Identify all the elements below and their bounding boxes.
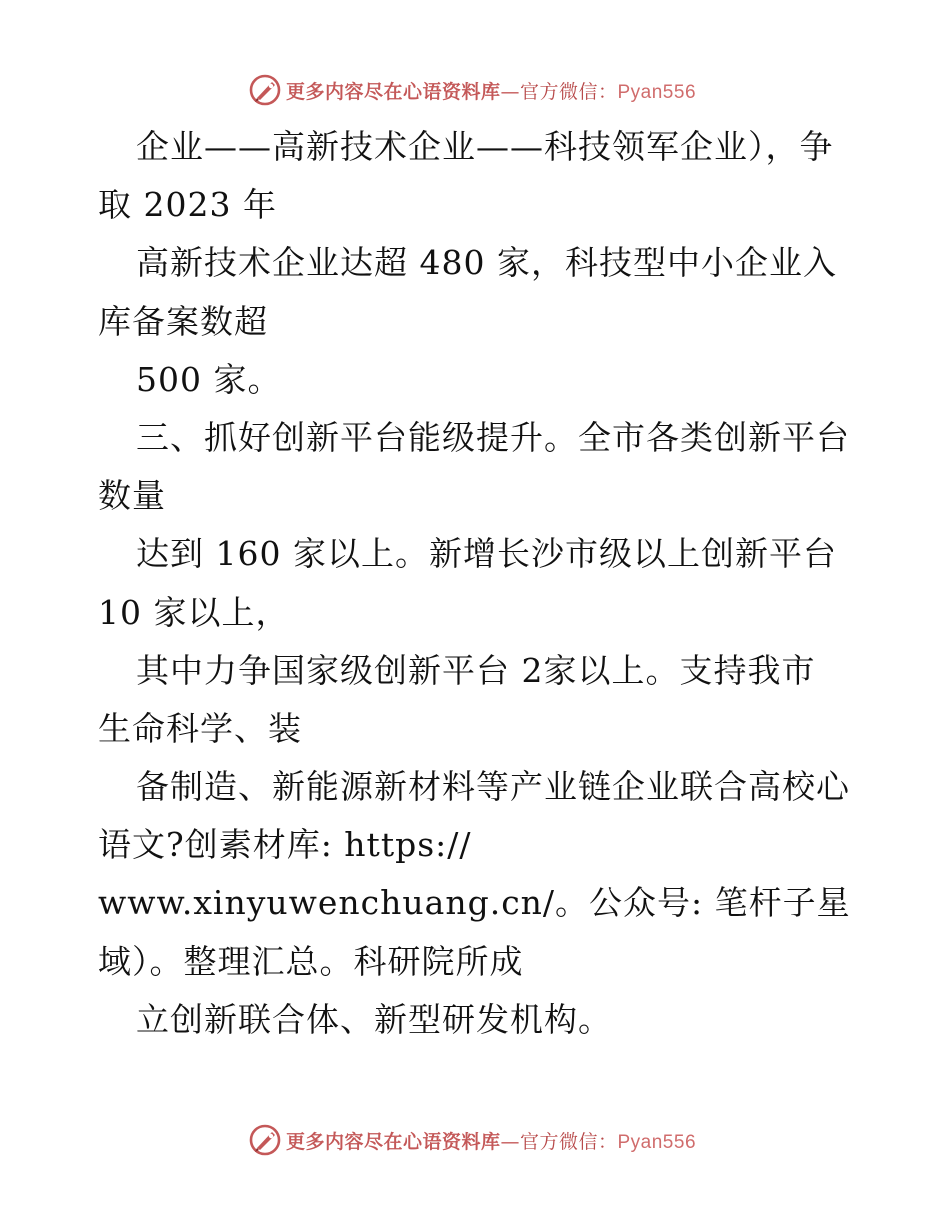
body-line: 备制造、新能源新材料等产业链企业联合高校心	[136, 767, 850, 807]
body-line: 10 家以上，	[98, 592, 290, 632]
quill-pen-logo-icon	[248, 1123, 282, 1157]
footer-banner-text	[286, 1127, 696, 1154]
body-line: 企业——高新技术企业——科技领军企业），争	[136, 127, 834, 166]
body-line: 生命科学、装	[98, 708, 302, 748]
body-line: 域）。整理汇总。科研院所成	[98, 941, 524, 981]
body-line: 500 家。	[136, 359, 282, 399]
body-line: 达到 160 家以上。新增长沙市级以上创新平台	[136, 534, 837, 574]
header-banner-inner	[248, 73, 696, 107]
footer-account-id: Pyan556	[617, 1131, 697, 1153]
document-body	[98, 118, 858, 1049]
body-line: 高新技术企业达超 480 家，科技型中小企业入	[136, 243, 837, 283]
body-line: 数量	[98, 476, 166, 516]
footer-site-text: 更多内容尽在心语资料库	[285, 1130, 501, 1153]
header-banner-text	[286, 77, 696, 104]
footer-banner	[0, 1120, 950, 1160]
body-line: www.xinyuwenchuang.cn/。公众号: 笔杆子星	[98, 883, 851, 923]
header-site-text: 更多内容尽在心语资料库	[285, 80, 501, 103]
header-separator: —	[500, 80, 520, 103]
body-line: 取 2023 年	[98, 185, 277, 225]
body-line: 立创新联合体、新型研发机构。	[136, 999, 612, 1039]
header-banner	[0, 70, 950, 110]
footer-separator: —	[500, 1130, 520, 1153]
header-account-id: Pyan556	[617, 81, 697, 103]
body-line: 其中力争国家级创新平台 2家以上。支持我市	[136, 650, 816, 690]
body-line: 语文?创素材库: https://	[98, 825, 472, 865]
footer-official-label: 官方微信：	[519, 1130, 618, 1153]
body-line: 库备案数超	[98, 301, 268, 341]
header-official-label: 官方微信：	[519, 80, 618, 103]
footer-banner-inner	[248, 1123, 696, 1157]
body-line: 三、抓好创新平台能级提升。全市各类创新平台	[136, 417, 850, 457]
quill-pen-logo-icon	[248, 73, 282, 107]
